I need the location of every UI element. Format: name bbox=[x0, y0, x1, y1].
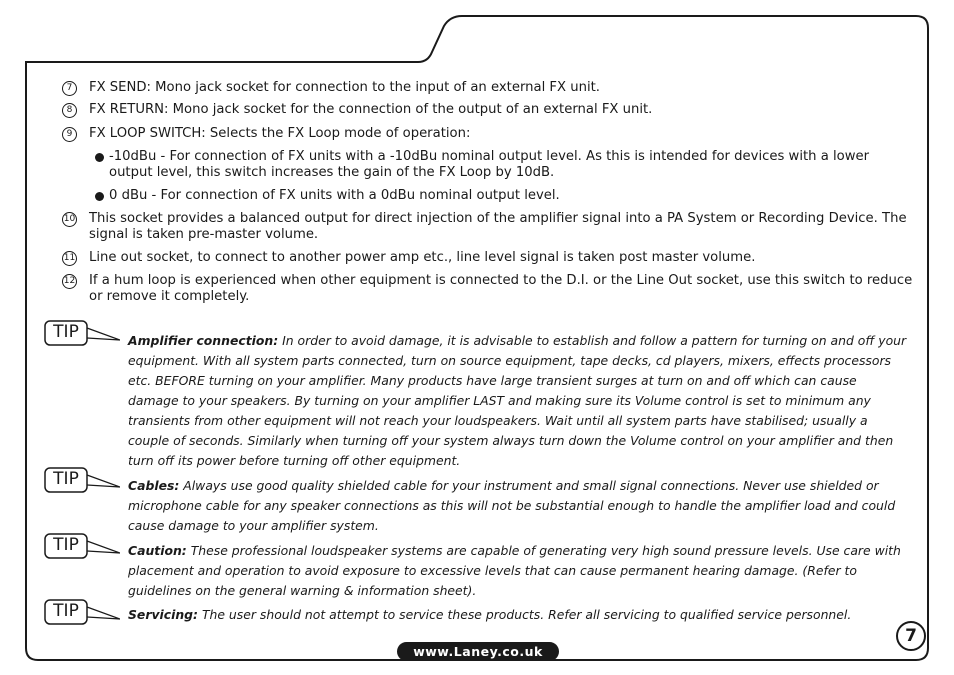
tip-title: Servicing: bbox=[128, 607, 198, 622]
item-number: 10 bbox=[62, 212, 77, 227]
item-ground-lift bbox=[62, 273, 914, 305]
bullet-text: -10dBu - For connection of FX units with a -10dBu nominal output level. As this is intended for devices with a lower output level, this switch increases the gain of the FX Loop by 10dB. bbox=[109, 149, 870, 180]
item-fx-return bbox=[62, 102, 914, 118]
tip-title: Cables: bbox=[128, 478, 180, 493]
item-fx-send bbox=[62, 80, 914, 96]
item-number: 11 bbox=[62, 251, 77, 266]
item-di-output bbox=[62, 211, 914, 243]
item-number: 12 bbox=[62, 274, 77, 289]
page-number: 7 bbox=[896, 621, 926, 651]
bullet-dot-icon bbox=[95, 192, 104, 201]
tip-text: Always use good quality shielded cable for your instrument and small signal connections. Never use shielded or microphone cable for any speaker connections as this will not be substantial enough to handle the amplifier load and could cause damage to your amplifier system. bbox=[128, 478, 896, 533]
tip-title: Amplifier connection: bbox=[128, 333, 279, 348]
item-text: FX RETURN: Mono jack socket for the connection of the output of an external FX unit. bbox=[89, 102, 653, 117]
item-text: FX SEND: Mono jack socket for connection to the input of an external FX unit. bbox=[89, 80, 600, 95]
tip-amplifier-connection bbox=[128, 331, 908, 471]
tip-caution bbox=[128, 541, 908, 601]
item-number: 8 bbox=[62, 103, 77, 118]
item-line-out bbox=[62, 250, 914, 266]
tip-text: In order to avoid damage, it is advisable to establish and follow a pattern for turning on and off your equipment. With all system parts connected, turn on source equipment, tape decks, cd players, mixers, effects processors etc. BEFORE turning on your amplifier. Many products have large transient surges at turn on and off which can cause damage to your speakers. By turning on your amplifier LAST and making sure its Volume control is set to minimum any transients from other equipment will not reach your loudspeakers. Wait until all system parts have stabilised; usually a couple of seconds. Similarly when turning off your system always turn down the Volume control on your amplifier and then turn off its power before turning off other equipment. bbox=[128, 333, 907, 468]
tip-label: TIP bbox=[53, 601, 79, 621]
tip-label: TIP bbox=[53, 469, 79, 489]
tip-text: These professional loudspeaker systems are capable of generating very high sound pressure levels. Use care with placement and operation to avoid exposure to excessive levels that can cause permanent hearing damage. (Refer to guidelines on the general warning & information sheet). bbox=[128, 543, 901, 598]
footer-url-link[interactable]: www.Laney.co.uk bbox=[397, 642, 559, 661]
item-text: Line out socket, to connect to another power amp etc., line level signal is taken post master volume. bbox=[89, 250, 756, 265]
item-number: 9 bbox=[62, 127, 77, 142]
tip-badge bbox=[44, 533, 120, 559]
tip-label: TIP bbox=[53, 322, 79, 342]
item-text: This socket provides a balanced output for direct injection of the amplifier signal into a PA System or Recording Device. The signal is taken pre-master volume. bbox=[89, 211, 907, 242]
bullet-minus10dbu bbox=[95, 149, 915, 181]
bullet-0dbu bbox=[95, 188, 915, 204]
tip-badge bbox=[44, 467, 120, 493]
tip-servicing bbox=[128, 605, 908, 625]
tip-badge bbox=[44, 320, 120, 346]
tip-title: Caution: bbox=[128, 543, 187, 558]
tip-badge bbox=[44, 599, 120, 625]
item-text: If a hum loop is experienced when other equipment is connected to the D.I. or the Line Out socket, use this switch to reduce or remove it completely. bbox=[89, 273, 913, 304]
tip-text: The user should not attempt to service these products. Refer all servicing to qualified service personnel. bbox=[201, 607, 852, 622]
item-text: FX LOOP SWITCH: Selects the FX Loop mode of operation: bbox=[89, 126, 471, 141]
bullet-dot-icon bbox=[95, 153, 104, 162]
bullet-text: 0 dBu - For connection of FX units with a 0dBu nominal output level. bbox=[109, 188, 560, 203]
item-fx-loop-switch bbox=[62, 126, 914, 142]
item-number: 7 bbox=[62, 81, 77, 96]
tip-cables bbox=[128, 476, 908, 536]
tip-label: TIP bbox=[53, 535, 79, 555]
